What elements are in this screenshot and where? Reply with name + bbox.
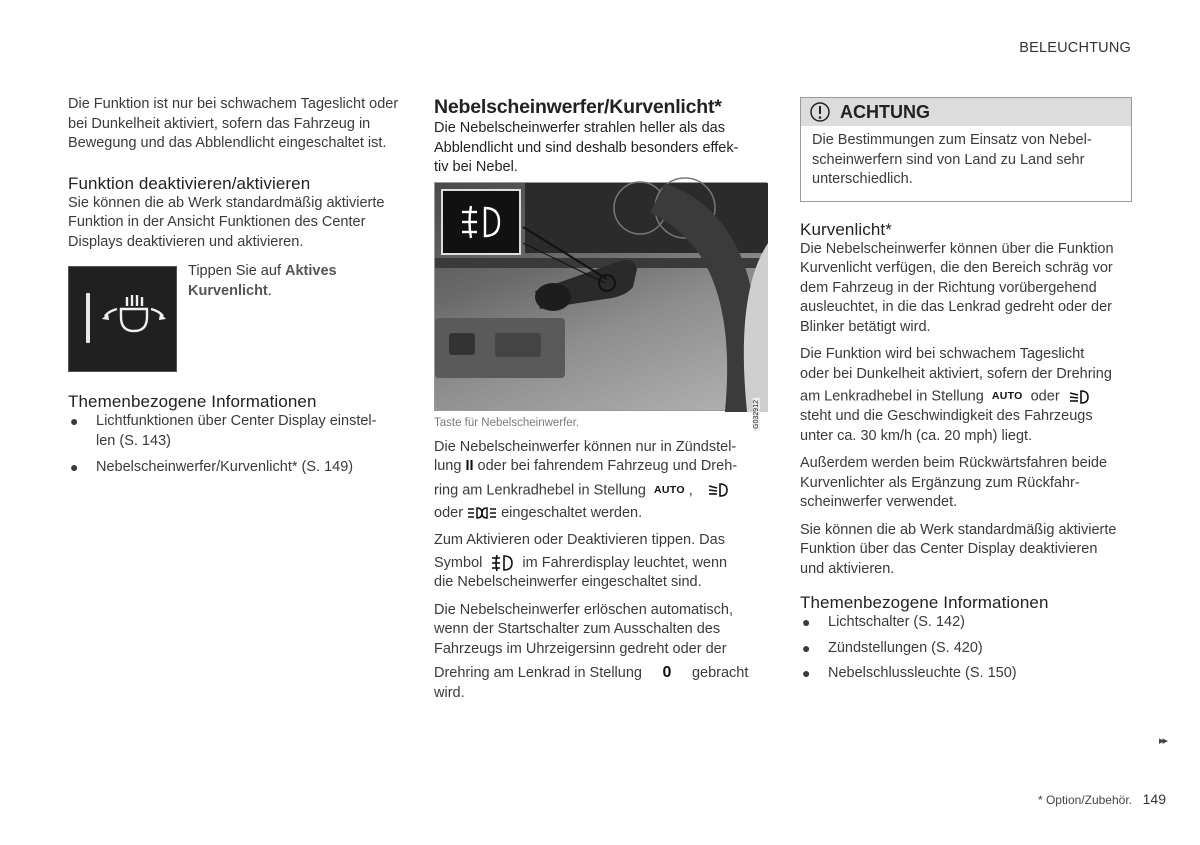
- text-line: Kurvenlicht verfügen, die den Bereich schräg vor: [800, 260, 1113, 276]
- cornering-light-heading: Kurvenlicht*: [800, 219, 892, 239]
- text-line: Die Nebelscheinwerfer können über die Funktion: [800, 240, 1114, 257]
- tip-button-name-1: Aktives: [285, 263, 337, 279]
- related-link-text: Nebelschlussleuchte (S. 150): [828, 665, 1017, 682]
- footer-note: * Option/Zubehör.: [1037, 793, 1132, 807]
- low-beam-icon: [707, 482, 729, 498]
- related-link-text: Lichtfunktionen über Center Display einstel-: [96, 413, 377, 429]
- list-item[interactable]: [800, 664, 1132, 684]
- text-line: Drehring am Lenkrad in Stellung: [434, 665, 642, 682]
- page-number: 149: [1142, 791, 1166, 807]
- auto-symbol: AUTO: [991, 390, 1023, 402]
- page-title: Nebelscheinwerfer/Kurvenlicht*: [434, 96, 722, 118]
- text-line: die Nebelscheinwerfer eingeschaltet sind.: [434, 574, 702, 591]
- text-line: im Fahrerdisplay leuchtet, wenn: [518, 554, 728, 571]
- text-line: Symbol: [434, 554, 487, 571]
- text-line: Abblendlicht und sind deshalb besonders effek-: [434, 139, 739, 156]
- text-line: Fahrzeugs im Uhrzeigersinn gedreht oder der: [434, 640, 727, 657]
- paragraph-auto-off: [434, 601, 774, 704]
- middle-column: [434, 95, 774, 703]
- text-line: Zum Aktivieren oder Deaktivieren tippen. Das: [434, 532, 725, 549]
- text-line: ,: [688, 482, 693, 499]
- text-line: Blinker betätigt wird.: [800, 318, 931, 335]
- text-line: steht und die Geschwindigkeit des Fahrzeugs: [800, 408, 1093, 425]
- text-line: ausleuchtet, in die das Lenkrad gedreht oder der: [800, 299, 1112, 315]
- reverse-paragraph: [800, 454, 1132, 513]
- lead-paragraph: [434, 119, 774, 178]
- text-line: scheinwerfer verwendet.: [800, 494, 958, 511]
- text-line: unterschiedlich.: [812, 171, 913, 187]
- related-link-text: Zündstellungen (S. 420): [828, 639, 983, 656]
- text-line: dem Fahrzeug in der Richtung vorübergehend: [800, 279, 1097, 296]
- warning-title: ACHTUNG: [840, 102, 930, 122]
- position-light-icon: [467, 506, 497, 520]
- text-line: am Lenkradhebel in Stellung: [800, 388, 988, 405]
- text-line: Die Nebelscheinwerfer können nur in Zündstel-: [434, 438, 737, 455]
- image-code: G032912: [753, 399, 760, 429]
- auto-symbol: AUTO: [654, 483, 685, 496]
- bullet: ●: [802, 639, 811, 656]
- cornering-light-button-image: [68, 266, 177, 372]
- related-list-right: [800, 613, 1132, 684]
- bullet: ●: [802, 665, 811, 682]
- paragraph-toggle: [434, 531, 774, 593]
- front-fog-light-icon: [459, 204, 503, 240]
- warning-header: [801, 98, 1131, 126]
- bullet: ●: [70, 413, 79, 429]
- text-line: oder: [1026, 388, 1064, 405]
- deactivate-heading: Funktion deaktivieren/aktivieren: [68, 173, 311, 193]
- tip-row: [68, 262, 403, 384]
- text-line: scheinwerfern sind von Land zu Land sehr: [812, 151, 1085, 168]
- warning-info-icon: [809, 101, 831, 123]
- text-line: ring am Lenkradhebel in Stellung: [434, 482, 651, 499]
- bullet: ●: [70, 459, 79, 475]
- text-line: Die Nebelscheinwerfer erlöschen automatisch,: [434, 601, 734, 618]
- list-item[interactable]: [68, 458, 403, 478]
- related-heading-left: Themenbezogene Informationen: [68, 392, 317, 411]
- related-link-text: Lichtschalter (S. 142): [828, 614, 966, 631]
- bullet: ●: [802, 614, 811, 631]
- related-heading-right: Themenbezogene Informationen: [800, 593, 1049, 613]
- activation-paragraph: [800, 345, 1132, 446]
- text-line: Die Nebelscheinwerfer strahlen heller als das: [434, 120, 725, 136]
- text-line: Außerdem werden beim Rückwärtsfahren beide: [800, 455, 1108, 472]
- continue-arrows: ▸▸: [1158, 735, 1166, 747]
- text-line: und aktivieren.: [800, 560, 895, 577]
- text-line: wird.: [434, 684, 465, 701]
- ignition-position: II: [465, 458, 474, 474]
- cornering-light-icon: [99, 289, 169, 349]
- image-caption: Taste für Nebelscheinwerfer.: [434, 416, 580, 429]
- text-line: eingeschaltet werden.: [497, 504, 643, 521]
- text-line: wenn der Startschalter zum Ausschalten des: [434, 621, 721, 638]
- section-header: BELEUCHTUNG: [1019, 40, 1131, 56]
- text-line: unter ca. 30 km/h (ca. 20 mph) liegt.: [800, 427, 1033, 444]
- right-column: [800, 97, 1132, 684]
- left-column: [68, 95, 403, 478]
- related-list-left: [68, 412, 403, 478]
- position-zero: 0: [662, 664, 672, 682]
- text-line: Die Bestimmungen zum Einsatz von Nebel-: [812, 132, 1092, 148]
- low-beam-icon: [1068, 389, 1090, 405]
- text-line: oder bei Dunkelheit aktiviert, sofern der Drehring: [800, 365, 1112, 382]
- text-line: lung: [434, 458, 466, 474]
- text-line: Sie können die ab Werk standardmäßig aktivierte: [800, 521, 1117, 538]
- text-line: gebracht: [691, 665, 749, 682]
- paragraph-ignition: [434, 438, 774, 524]
- fog-button-closeup: [441, 189, 521, 255]
- tip-prefix: Tippen Sie auf: [188, 263, 285, 279]
- text-line: Kurvenlichter als Ergänzung zum Rückfahr-: [800, 474, 1080, 491]
- intro-paragraph: Die Funktion ist nur bei schwachem Tageslicht oder bei Dunkelheit aktiviert, sofern das Fahrzeug in Bewegung und das Abblendlicht eingeschaltet ist.: [68, 96, 399, 151]
- cornering-paragraph: [800, 240, 1132, 338]
- related-link-text: len (S. 143): [96, 432, 171, 449]
- text-line: Funktion über das Center Display deaktivieren: [800, 541, 1098, 558]
- warning-box: [800, 97, 1132, 202]
- tip-button-name-2: Kurvenlicht: [188, 282, 268, 299]
- tip-text: [188, 262, 337, 301]
- front-fog-light-symbol: [490, 554, 514, 572]
- text-line: tiv bei Nebel.: [434, 159, 518, 175]
- deactivate-paragraph-right: [800, 521, 1132, 580]
- deactivate-paragraph: Sie können die ab Werk standardmäßig aktivierte Funktion in der Ansicht Funktionen des Center Displays deaktivieren und aktivieren.: [68, 194, 385, 250]
- text-line: Die Funktion wird bei schwachem Tageslicht: [800, 346, 1085, 362]
- related-link-text: Nebelscheinwerfer/Kurvenlicht* (S. 149): [96, 459, 354, 475]
- tip-suffix: .: [267, 282, 272, 299]
- list-item[interactable]: [800, 639, 1132, 659]
- text-line: oder: [434, 504, 468, 521]
- warning-text: [801, 126, 1131, 201]
- text-line: oder bei fahrendem Fahrzeug und Dreh-: [473, 458, 738, 474]
- list-item[interactable]: [800, 613, 1132, 633]
- list-item[interactable]: [68, 412, 403, 451]
